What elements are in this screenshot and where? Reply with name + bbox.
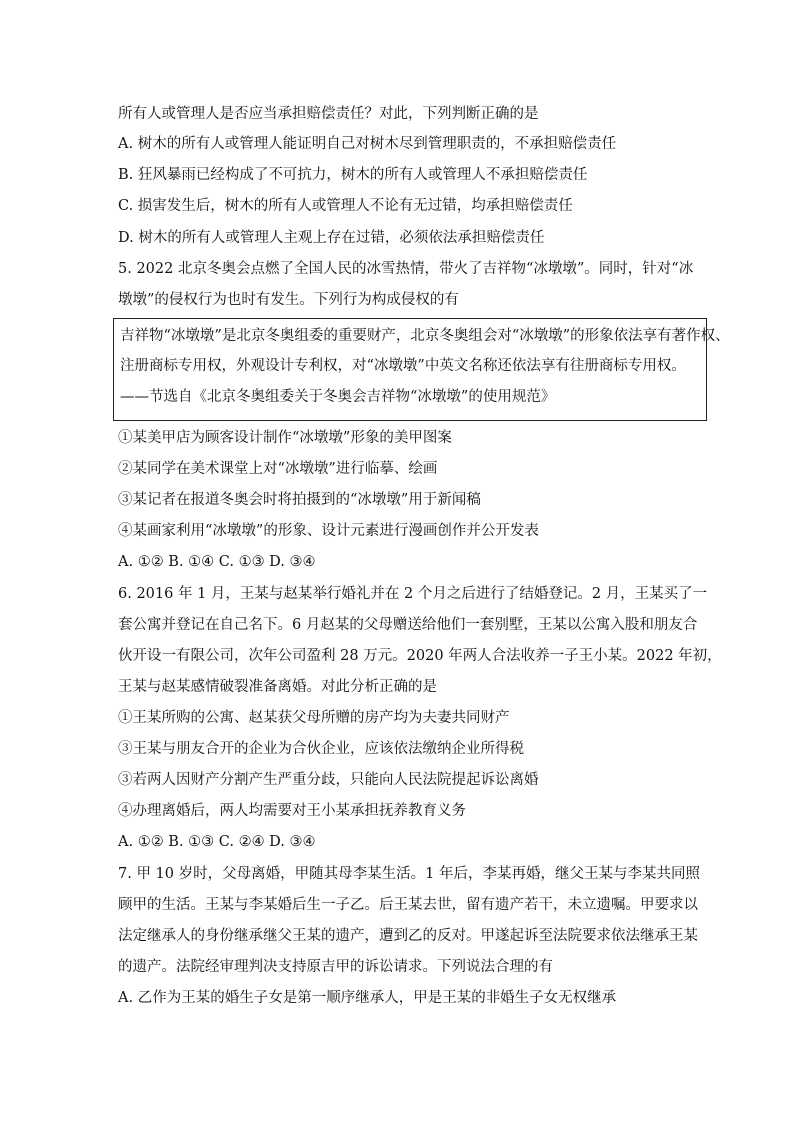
question-5-stem-line-2: 墩墩”的侵权行为也时有发生。下列行为构成侵权的有 (118, 292, 459, 308)
question-7-stem-line-2: 顾甲的生活。王某与李某婚后生一子乙。后王某去世，留有遗产若干，未立遗嘱。甲要求以 (118, 897, 698, 913)
option-c: C. 损害发生后，树木的所有人或管理人不论有无过错，均承担赔偿责任 (118, 198, 573, 214)
choices-q5: A. ①② B. ①④ C. ①③ D. ③④ (118, 554, 316, 570)
question-7-stem: 7. 甲 10 岁时，父母离婚，甲随其母李某生活。1 年后，李某再婚，继父王某与李某共同照 (118, 866, 700, 882)
material-source: ——节选自《北京冬奥组委关于冬奥会吉祥物“冰墩墩”的使用规范》 (120, 389, 556, 405)
question-6-stem-line-2: 套公寓并登记在自己名下。6 月赵某的父母赠送给他们一套别墅，王某以公寓入股和朋友合 (118, 617, 698, 633)
item-2: ②某同学在美术课堂上对“冰墩墩”进行临摹、绘画 (118, 461, 438, 477)
material-box (113, 318, 730, 421)
item-4: ④某画家利用“冰墩墩”的形象、设计元素进行漫画创作并公开发表 (118, 523, 539, 539)
option-a: A. 乙作为王某的婚生子女是第一顺序继承人，甲是王某的非婚生子女无权继承 (118, 990, 617, 1006)
material-line: 注册商标专用权，外观设计专利权，对“冰墩墩”中英文名称还依法享有往册商标专用权。 (120, 358, 686, 374)
question-7-stem-line-4: 的遗产。法院经审理判决支持原吉甲的诉讼请求。下列说法合理的有 (118, 959, 553, 975)
question-6-stem-line-4: 王某与赵某感情破裂准备离婚。对此分析正确的是 (118, 679, 437, 695)
question-5-stem: 5. 2022 北京冬奥会点燃了全国人民的冰雪热情，带火了吉祥物“冰墩墩”。同时，针对“冰 (118, 261, 694, 277)
item-1: ①某美甲店为顾客设计制作“冰墩墩”形象的美甲图案 (118, 430, 452, 446)
item-2: ③王某与朋友合开的企业为合伙企业，应该依法缴纳企业所得税 (118, 741, 524, 757)
item-3: ③若两人因财产分割产生严重分歧，只能向人民法院提起诉讼离婚 (118, 772, 539, 788)
question-7-stem-line-3: 法定继承人的身份继承继父王某的遗产，遭到乙的反对。甲遂起诉至法院要求依法继承王某 (118, 928, 698, 944)
question-6-stem: 6. 2016 年 1 月，王某与赵某举行婚礼并在 2 个月之后进行了结婚登记。2 月，王某买了一 (118, 586, 708, 602)
item-1: ①王某所购的公寓、赵某获父母所赠的房产均为夫妻共同财产 (118, 710, 510, 726)
item-4: ④办理离婚后，两人均需要对王小某承担抚养教育义务 (118, 803, 466, 819)
choices-q6: A. ①② B. ①③ C. ②④ D. ③④ (118, 834, 316, 850)
option-a: A. 树木的所有人或管理人能证明自己对树木尽到管理职责的，不承担赔偿责任 (118, 136, 617, 152)
option-d: D. 树木的所有人或管理人主观上存在过错，必须依法承担赔偿责任 (118, 230, 545, 246)
material-line: 吉祥物“冰墩墩”是北京冬奥组委的重要财产，北京冬奥组会对“冰墩墩”的形象依法享有著作权、 (120, 328, 730, 344)
question-6-stem-line-3: 伙开设一有限公司，次年公司盈利 28 万元。2020 年两人合法收养一子王小某。2022 年初， (118, 648, 722, 664)
option-b: B. 狂风暴雨已经构成了不可抗力，树木的所有人或管理人不承担赔偿责任 (118, 167, 588, 183)
item-3: ③某记者在报道冬奥会时将拍摄到的“冰墩墩”用于新闻稿 (118, 492, 481, 508)
question-continuation: 所有人或管理人是否应当承担赔偿责任？对此，下列判断正确的是 (118, 106, 539, 122)
